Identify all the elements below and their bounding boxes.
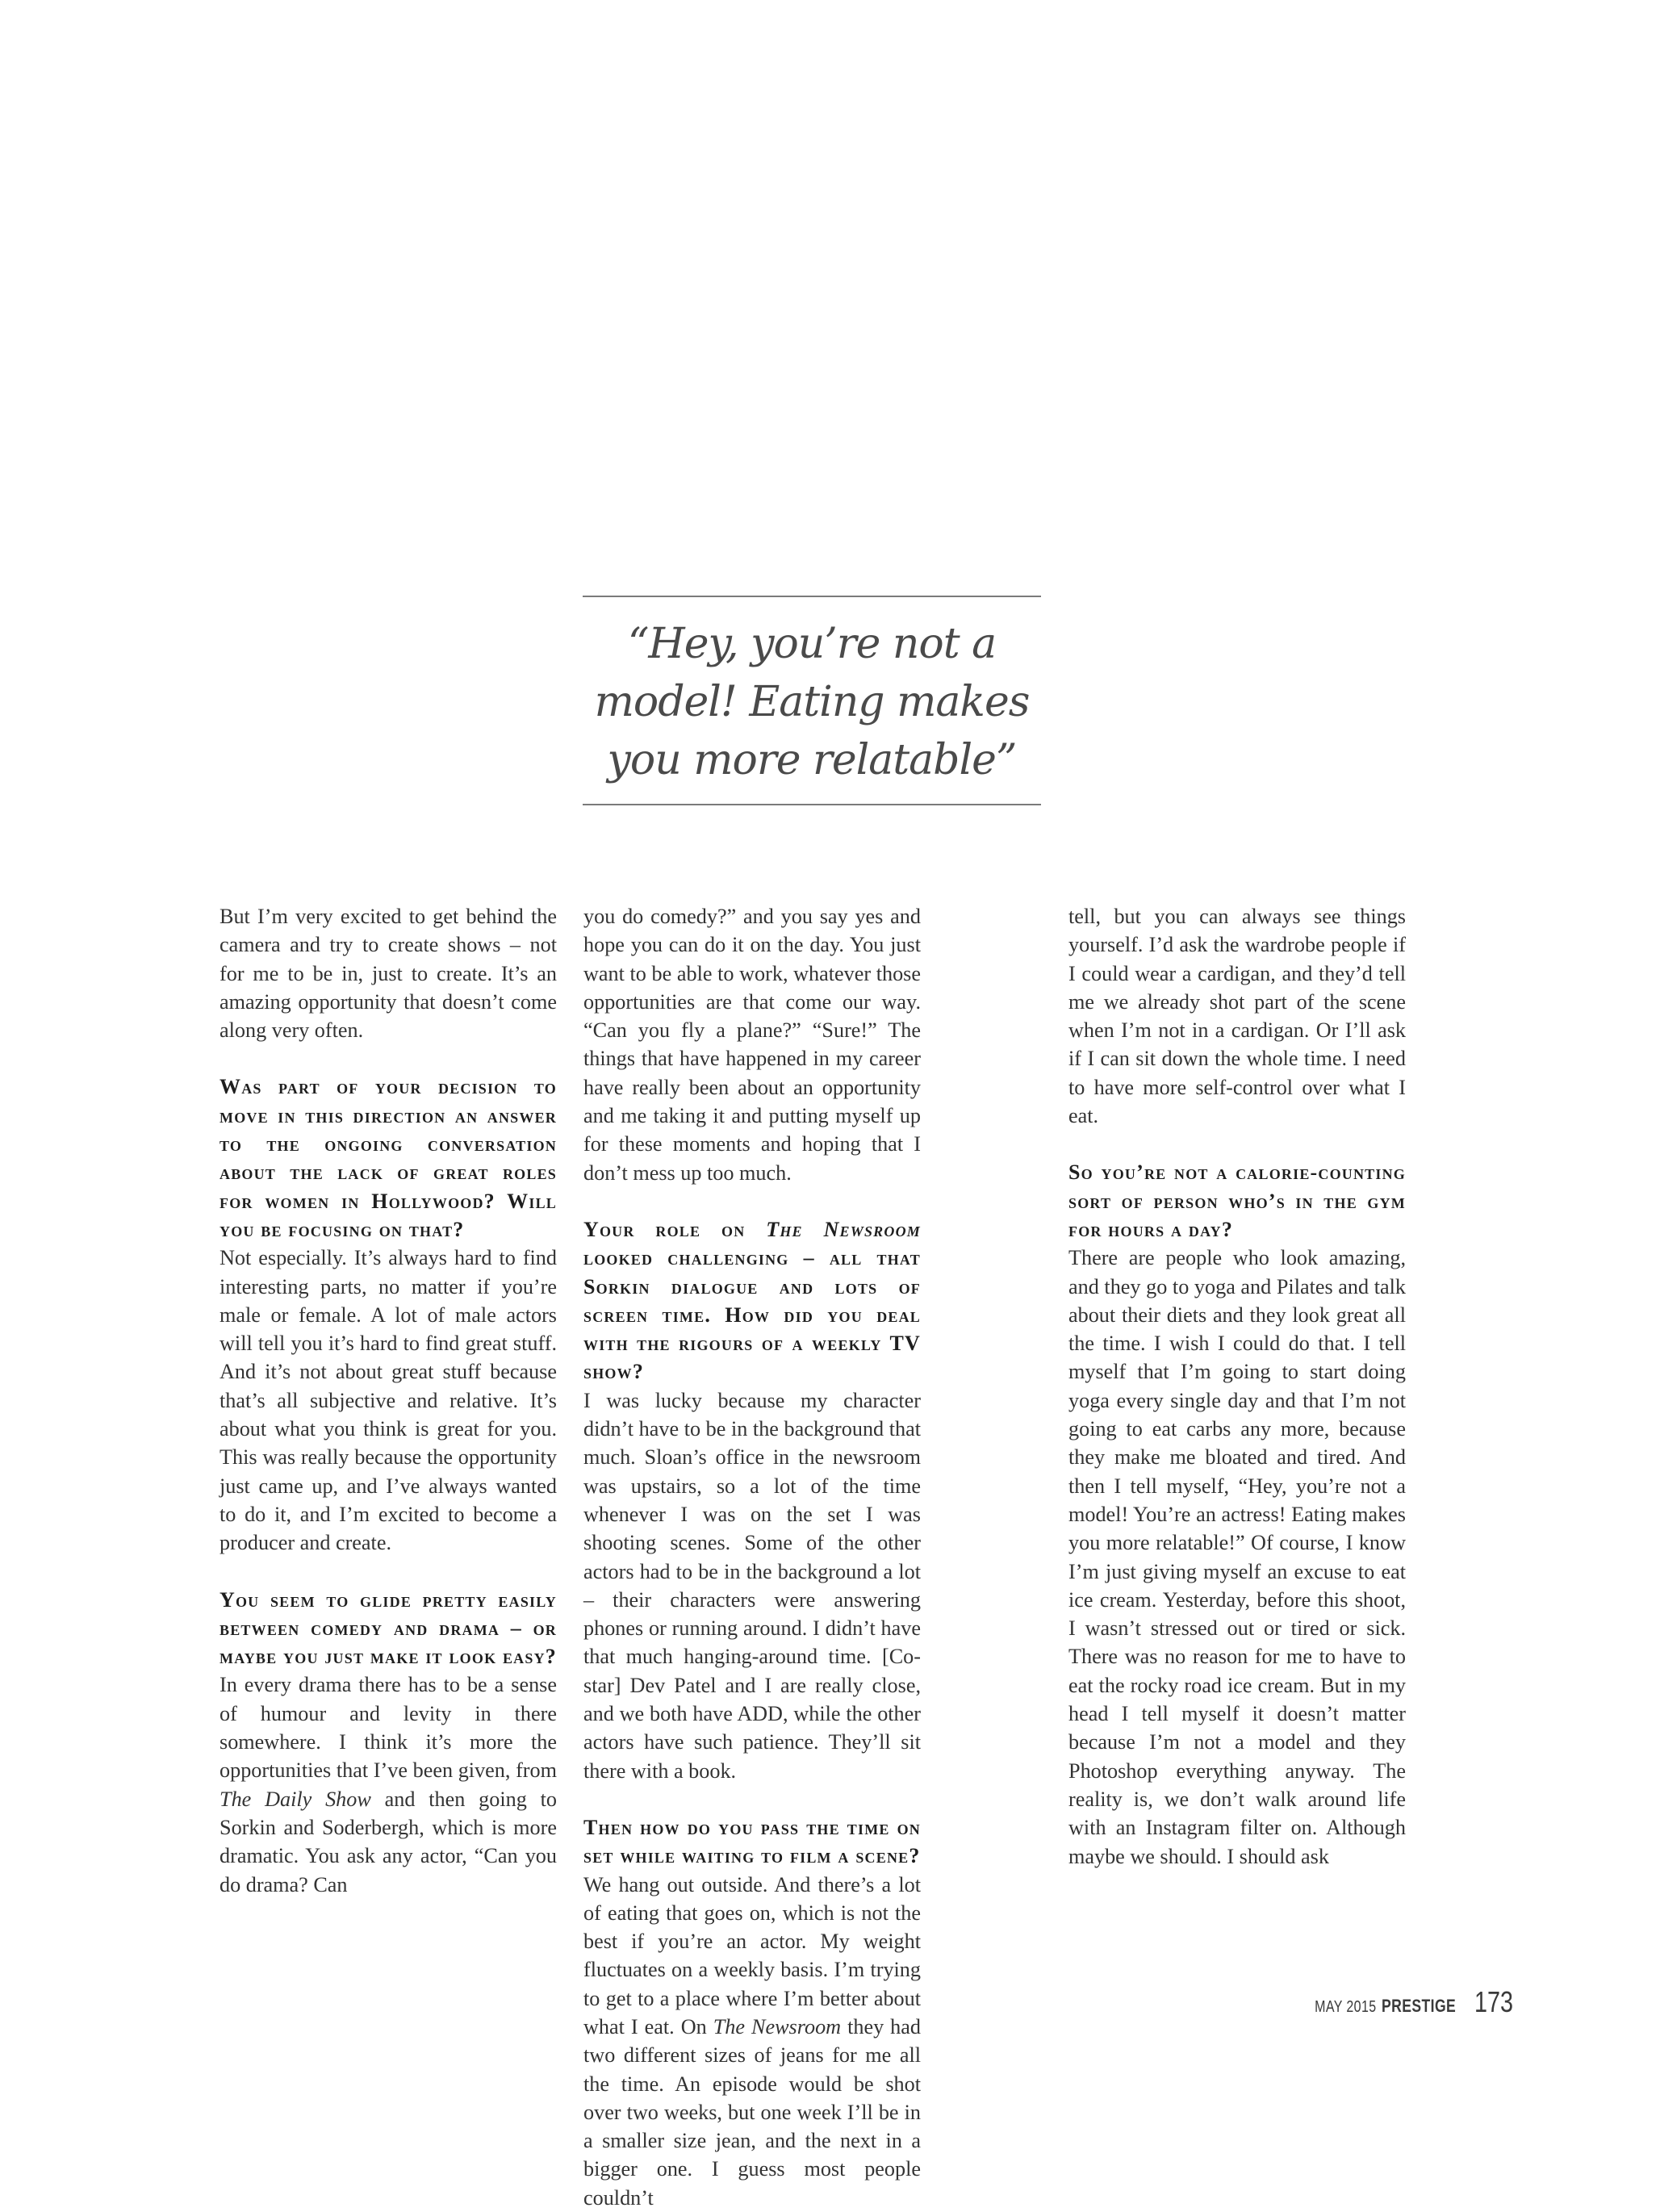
answer-text: In every drama there has to be a sense of humour and levity in there somewhere. I think it’s more the opportunities that I’ve been given, from: [220, 1673, 557, 1782]
article-column-1: [220, 902, 557, 1899]
pull-quote: [583, 596, 1041, 805]
pull-quote-text: [595, 612, 1030, 789]
paragraph: you do comedy?” and you say yes and hope you can do it on the day. You just want to be able to work, whatever those opportunities are that come our way. “Can you fly a plane?” “Sure!” The things that have happened in my career have really been about an opportunity and me taking it and putting myself up for these moments and hoping that I don’t mess up too much.: [583, 902, 921, 1187]
paragraph: tell, but you can always see things yourself. I’d ask the wardrobe people if I could wear a cardigan, and they’d tell me we already shot part of the scene when I’m not in a cardigan. Or I’ll ask if I can sit down the whole time. I need to have more self-control over what I eat.: [1068, 902, 1406, 1130]
answer-text: We hang out outside. And there’s a lot of eating that goes on, which is not the best if you’re an actor. My weight fluctuates on a weekly basis. I’m trying to get to a place where I’m better about what I eat. On: [583, 1873, 921, 2038]
page-number: 173: [1474, 1985, 1513, 2019]
interview-question: So you’re not a calorie-counting sort of person who’s in the gym for hours a day?: [1068, 1158, 1406, 1244]
article-column-3: [1068, 902, 1406, 1871]
answer-text: they had two different sizes of jeans for me all the time. An episode would be shot over two weeks, but one week I’ll be in a smaller size jean, and the next in a bigger one. I guess most people couldn’t: [583, 2015, 921, 2210]
magazine-name: PRESTIGE: [1382, 1996, 1456, 2017]
interview-question: [583, 1215, 921, 1386]
interview-answer: Not especially. It’s always hard to find interesting parts, no matter if you’re male or female. A lot of male actors will tell you it’s hard to find great stuff. And it’s not about great stuff because that’s all subjective and relative. It’s about what you think is great for you. This was really because the opportunity just came up, and I’ve always wanted to do it, and I’m excited to become a producer and create.: [220, 1244, 557, 1557]
page-folio: [1299, 1985, 1523, 2019]
interview-question: Then how do you pass the time on set while waiting to film a scene?: [583, 1813, 921, 1871]
interview-answer: There are people who look amazing, and they go to yoga and Pilates and talk about their diets and they look great all the time. I wish I could do that. I tell myself that I’m going to start doing yoga every single day and that I’m not going to eat carbs any more, because they make me bloated and tired. And then I tell myself, “Hey, you’re not a model! You’re an actress! Eating makes you more relatable!” Of course, I know I’m just giving myself an excuse to eat ice cream. Yesterday, before this shoot, I wasn’t stressed out or tired or sick. There was no reason for me to have to eat the rocky road ice cream. But in my head I tell myself it doesn’t matter because I’m not a model and they Photoshop everything anyway. The reality is, we don’t walk around life with an Instagram filter on. Although maybe we should. I should ask: [1068, 1244, 1406, 1871]
paragraph: But I’m very excited to get behind the camera and try to create shows – not for me to be in, just to create. It’s an amazing opportunity that doesn’t come along very often.: [220, 902, 557, 1044]
show-title: The Newsroom: [766, 1218, 921, 1241]
interview-question: You seem to glide pretty easily between comedy and drama – or maybe you just make it look easy?: [220, 1586, 557, 1671]
show-title: The Daily Show: [220, 1788, 371, 1811]
pull-quote-line-2: model! Eating makes: [595, 673, 1030, 731]
question-text: Your role on: [583, 1218, 766, 1241]
interview-answer: I was lucky because my character didn’t have to be in the background that much. Sloan’s office in the newsroom was upstairs, so a lot of the time whenever I was on the set I was shooting scenes. Some of the other actors had to be in the background a lot – their characters were answering phones or running around. I didn’t have that much hanging-around time. [Co-star] Dev Patel and I are really close, and we both have ADD, while the other actors have such patience. They’ll sit there with a book.: [583, 1386, 921, 1785]
interview-answer: [220, 1670, 557, 1898]
interview-question: Was part of your decision to move in this direction an answer to the ongoing conversation about the lack of great roles for women in Hollywood? Will you be focusing on that?: [220, 1073, 557, 1244]
answer-text: and then going to Sorkin and Soderbergh, which is more dramatic. You ask any actor, “Can you do drama? Can: [220, 1788, 557, 1896]
show-title: The Newsroom: [713, 2015, 841, 2038]
issue-date: MAY 2015: [1315, 1998, 1376, 2017]
article-column-2: [583, 902, 921, 2212]
pull-quote-line-3: you more relatable”: [595, 731, 1030, 789]
question-text: looked challenging – all that Sorkin dialogue and lots of screen time. How did you deal with the rigours of a weekly TV show?: [583, 1246, 921, 1383]
pull-quote-line-1: “Hey, you’re not a: [595, 615, 1030, 673]
interview-answer: [583, 1871, 921, 2212]
